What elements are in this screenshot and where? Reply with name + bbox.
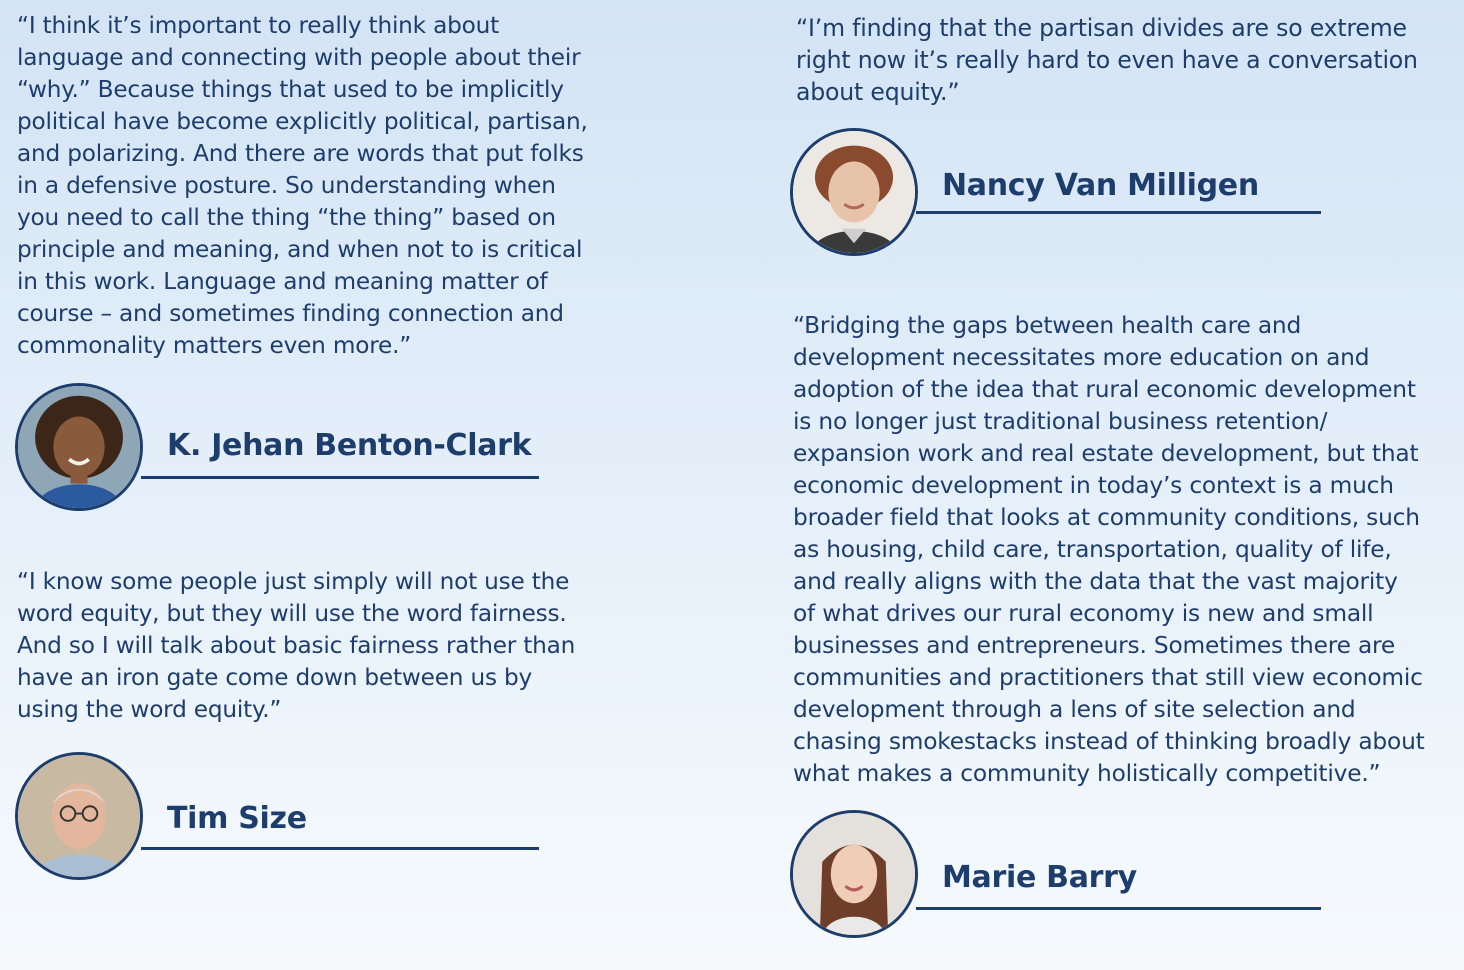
- speaker-van-milligen: [790, 128, 1330, 260]
- name-underline: [141, 476, 539, 479]
- avatar-size: [15, 752, 143, 880]
- portrait-photo-icon: [18, 755, 140, 877]
- avatar-van-milligen: [790, 128, 918, 256]
- quote-barry: “Bridging the gaps between health care and development necessitates more education on and adoption of the idea that rural economic development is no longer just traditional business retention/ expansion work and real estate development, but that economic development in today’s context is a much broader field that looks at community conditions, such as housing, child care, transportation, quality of life, and really aligns with the data that the vast majority of what drives our rural economy is new and small businesses and entrepreneurs. Sometimes there are communities and practitioners that still view economic development through a lens of site selection and chasing smokestacks instead of thinking broadly about what makes a community holistically competitive.”: [793, 312, 1425, 787]
- name-underline: [916, 907, 1321, 910]
- avatar-barry: [790, 810, 918, 938]
- quote-van-milligen: “I’m finding that the partisan divides are so extreme right now it’s really hard to even have a conversation about equity.”: [796, 14, 1418, 106]
- speaker-benton-clark: [15, 383, 545, 515]
- portrait-photo-icon: [18, 386, 140, 508]
- name-underline: [916, 211, 1321, 214]
- portrait-photo-icon: [793, 131, 915, 253]
- name-underline: [141, 847, 539, 850]
- speaker-name: Tim Size: [167, 801, 307, 836]
- avatar-benton-clark: [15, 383, 143, 511]
- portrait-photo-icon: [793, 813, 915, 935]
- quote-size: “I know some people just simply will not use the word equity, but they will use the word fairness. And so I will talk about basic fairness rather than have an iron gate come down between us by using the word equity.”: [17, 568, 576, 723]
- speaker-name: K. Jehan Benton-Clark: [167, 428, 532, 463]
- speaker-name: Marie Barry: [942, 860, 1137, 895]
- speaker-barry: [790, 810, 1330, 942]
- speaker-size: [15, 752, 545, 884]
- quote-benton-clark: “I think it’s important to really think about language and connecting with people about their “why.” Because things that used to be implicitly political have become explicitly political, partisan, and polarizing. And there are words that put folks in a defensive posture. So understanding when you need to call the thing “the thing” based on principle and meaning, and when not to is critical in this work. Language and meaning matter of course – and sometimes finding connection and commonality matters even more.”: [17, 12, 588, 359]
- speaker-name: Nancy Van Milligen: [942, 168, 1259, 203]
